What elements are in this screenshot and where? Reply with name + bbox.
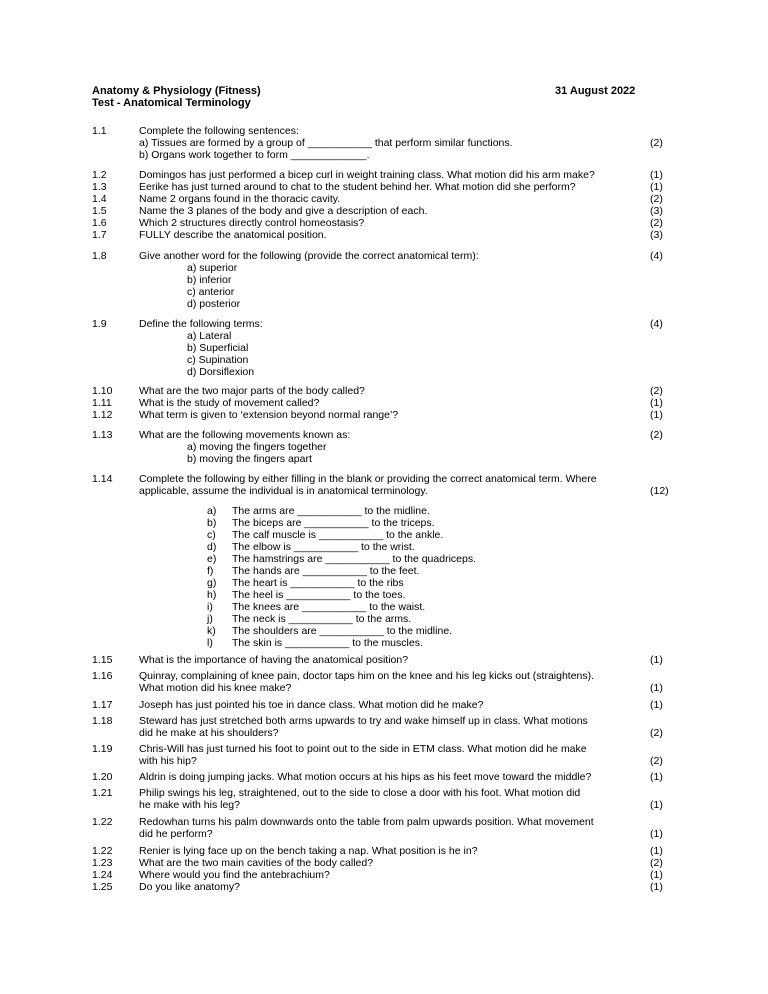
- fill-blank-item: The knees are ___________ to the waist.: [232, 601, 426, 613]
- question-number: 1.14: [92, 473, 113, 485]
- question-mark: (2): [650, 755, 663, 767]
- question-number: 1.15: [92, 654, 113, 666]
- question-mark: (4): [650, 250, 663, 262]
- question-text: Chris-Will has just turned his foot to point out to the side in ETM class. What motion did he make: [139, 743, 587, 755]
- question-text: Complete the following sentences:: [139, 125, 299, 137]
- question-mark: (1): [650, 397, 663, 409]
- question-text: What are the two main cavities of the body called?: [139, 857, 374, 869]
- fill-blank-item: The elbow is ___________ to the wrist.: [232, 541, 415, 553]
- fill-blank-item: The neck is ___________ to the arms.: [232, 613, 412, 625]
- question-mark: (2): [650, 727, 663, 739]
- question-number: 1.23: [92, 857, 113, 869]
- question-text: Name 2 organs found in the thoracic cavity.: [139, 193, 341, 205]
- question-number: 1.3: [92, 181, 107, 193]
- item-letter: h): [207, 589, 217, 601]
- question-subitem: b) Superficial: [187, 342, 249, 354]
- question-text: Define the following terms:: [139, 318, 263, 330]
- question-mark: (1): [650, 869, 663, 881]
- question-subitem: a) Lateral: [187, 330, 232, 342]
- question-subitem: d) posterior: [187, 298, 241, 310]
- question-text: Complete the following by either filling in the blank or providing the correct anatomical term. Where: [139, 473, 597, 485]
- question-number: 1.22: [92, 845, 113, 857]
- question-mark: (1): [650, 654, 663, 666]
- item-letter: b): [207, 517, 217, 529]
- fill-blank-item: The heel is ___________ to the toes.: [232, 589, 406, 601]
- question-number: 1.16: [92, 670, 113, 682]
- question-number: 1.25: [92, 881, 113, 893]
- question-subitem: d) Dorsiflexion: [187, 366, 255, 378]
- fill-blank-item: The skin is ___________ to the muscles.: [232, 637, 423, 649]
- question-mark: (1): [650, 771, 663, 783]
- question-number: 1.22: [92, 816, 113, 828]
- question-mark: (4): [650, 318, 663, 330]
- question-subitem: c) anterior: [187, 286, 235, 298]
- fill-blank-item: The hands are ___________ to the feet.: [232, 565, 420, 577]
- question-mark: (1): [650, 181, 663, 193]
- question-number: 1.8: [92, 250, 107, 262]
- question-number: 1.12: [92, 409, 113, 421]
- question-number: 1.6: [92, 217, 107, 229]
- question-subitem: b) inferior: [187, 274, 232, 286]
- question-number: 1.13: [92, 429, 113, 441]
- question-subitem: c) Supination: [187, 354, 249, 366]
- question-text: Joseph has just pointed his toe in dance class. What motion did he make?: [139, 699, 484, 711]
- question-text: What motion did his knee make?: [139, 682, 292, 694]
- question-mark: (3): [650, 229, 663, 241]
- fill-blank-item: The arms are ___________ to the midline.: [232, 505, 430, 517]
- question-mark: (2): [650, 857, 663, 869]
- question-text: Where would you find the antebrachium?: [139, 869, 330, 881]
- question-mark: (1): [650, 828, 663, 840]
- question-number: 1.9: [92, 318, 107, 330]
- question-mark: (1): [650, 169, 663, 181]
- fill-blank-item: The calf muscle is ___________ to the ankle.: [232, 529, 444, 541]
- question-number: 1.7: [92, 229, 107, 241]
- question-mark: (1): [650, 845, 663, 857]
- question-subitem: b) moving the fingers apart: [187, 453, 312, 465]
- question-subitem: a) superior: [187, 262, 238, 274]
- question-number: 1.20: [92, 771, 113, 783]
- item-letter: e): [207, 553, 217, 565]
- question-number: 1.10: [92, 385, 113, 397]
- item-letter: k): [207, 625, 216, 637]
- question-text: did he perform?: [139, 828, 213, 840]
- question-number: 1.24: [92, 869, 113, 881]
- question-mark: (2): [650, 429, 663, 441]
- question-text: with his hip?: [139, 755, 197, 767]
- question-mark: (2): [650, 217, 663, 229]
- question-number: 1.11: [92, 397, 112, 409]
- question-text: What are the two major parts of the body called?: [139, 385, 365, 397]
- question-text: Renier is lying face up on the bench taking a nap. What position is he in?: [139, 845, 478, 857]
- question-mark: (1): [650, 699, 663, 711]
- question-text: FULLY describe the anatomical position.: [139, 229, 327, 241]
- test-title: Test - Anatomical Terminology: [92, 97, 251, 109]
- question-mark: (1): [650, 682, 663, 694]
- item-letter: g): [207, 577, 217, 589]
- question-text: Aldrin is doing jumping jacks. What motion occurs at his hips as his feet move toward the middle?: [139, 771, 592, 783]
- question-text: What is the importance of having the anatomical position?: [139, 654, 409, 666]
- question-mark: (3): [650, 205, 663, 217]
- question-mark: (2): [650, 385, 663, 397]
- question-number: 1.17: [92, 699, 113, 711]
- question-text: Philip swings his leg, straightened, out to the side to close a door with his foot. What motion did: [139, 787, 581, 799]
- item-letter: d): [207, 541, 217, 553]
- item-letter: i): [207, 601, 213, 613]
- question-number: 1.2: [92, 169, 107, 181]
- question-number: 1.18: [92, 715, 113, 727]
- question-text: Do you like anatomy?: [139, 881, 240, 893]
- question-mark: (12): [650, 485, 669, 497]
- question-number: 1.1: [92, 125, 107, 137]
- course-title: Anatomy & Physiology (Fitness): [92, 85, 261, 97]
- question-mark: (2): [650, 137, 663, 149]
- question-text: Which 2 structures directly control homeostasis?: [139, 217, 365, 229]
- question-text: Steward has just stretched both arms upwards to try and wake himself up in class. What motions: [139, 715, 588, 727]
- item-letter: f): [207, 565, 214, 577]
- fill-blank-item: The shoulders are ___________ to the midline.: [232, 625, 453, 637]
- question-number: 1.19: [92, 743, 113, 755]
- item-letter: l): [207, 637, 213, 649]
- fill-blank-item: The heart is ___________ to the ribs: [232, 577, 404, 589]
- item-letter: a): [207, 505, 217, 517]
- question-text: applicable, assume the individual is in anatomical terminology.: [139, 485, 428, 497]
- question-text: did he make at his shoulders?: [139, 727, 279, 739]
- item-letter: c): [207, 529, 216, 541]
- question-number: 1.21: [92, 787, 113, 799]
- question-mark: (1): [650, 799, 663, 811]
- question-mark: (1): [650, 409, 663, 421]
- question-text: Eerike has just turned around to chat to the student behind her. What motion did she perform?: [139, 181, 576, 193]
- test-date: 31 August 2022: [555, 85, 636, 97]
- question-text: Quinray, complaining of knee pain, doctor taps him on the knee and his leg kicks out (straightens).: [139, 670, 595, 682]
- item-letter: j): [207, 613, 213, 625]
- question-subitem: b) Organs work together to form _____________.: [139, 149, 370, 161]
- question-mark: (2): [650, 193, 663, 205]
- question-subitem: a) moving the fingers together: [187, 441, 327, 453]
- question-number: 1.4: [92, 193, 107, 205]
- question-text: Domingos has just performed a bicep curl in weight training class. What motion did his arm make?: [139, 169, 595, 181]
- question-text: Name the 3 planes of the body and give a description of each.: [139, 205, 428, 217]
- question-mark: (1): [650, 881, 663, 893]
- fill-blank-item: The biceps are ___________ to the triceps.: [232, 517, 435, 529]
- question-text: What term is given to ‘extension beyond normal range’?: [139, 409, 399, 421]
- question-number: 1.5: [92, 205, 107, 217]
- question-text: What are the following movements known as:: [139, 429, 351, 441]
- question-text: What is the study of movement called?: [139, 397, 320, 409]
- question-text: he make with his leg?: [139, 799, 240, 811]
- fill-blank-item: The hamstrings are ___________ to the quadriceps.: [232, 553, 476, 565]
- question-text: Redowhan turns his palm downwards onto the table from palm upwards position. What movement: [139, 816, 594, 828]
- question-text: Give another word for the following (provide the correct anatomical term):: [139, 250, 479, 262]
- question-subitem: a) Tissues are formed by a group of ___________ that perform similar functions.: [139, 137, 513, 149]
